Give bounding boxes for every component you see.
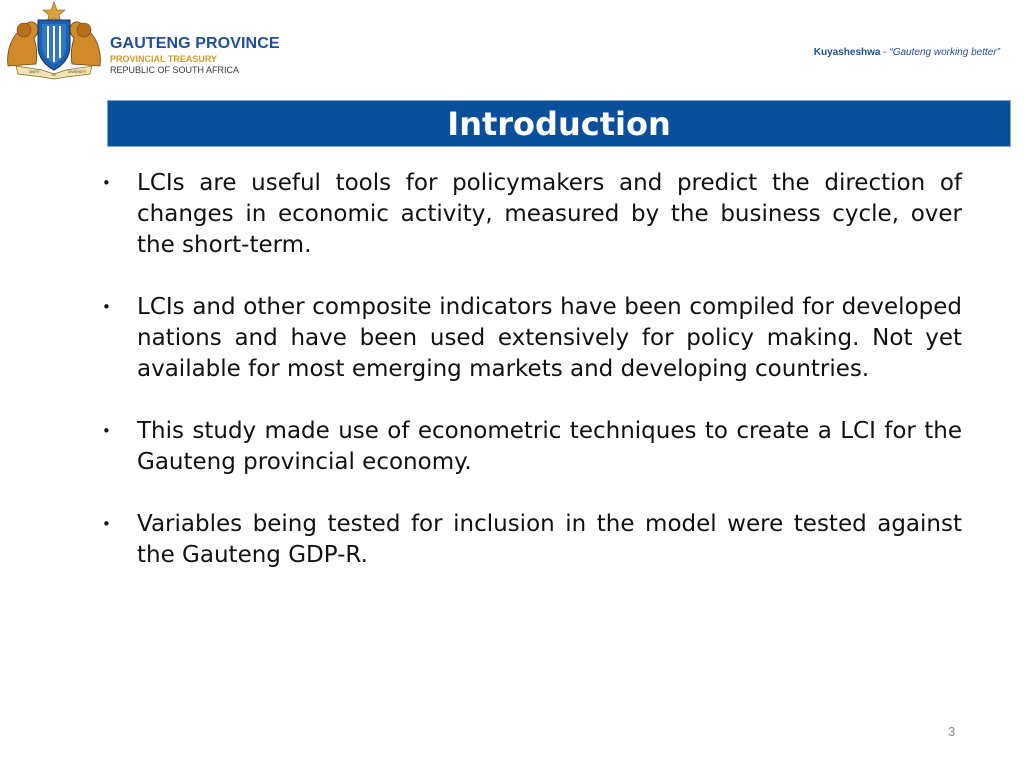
- org-header: [110, 34, 280, 76]
- coat-motto-right: DIVERSITY: [68, 70, 87, 74]
- org-department: PROVINCIAL TREASURY: [110, 54, 218, 64]
- coat-of-arms-icon: [2, 0, 106, 80]
- org-country: REPUBLIC OF SOUTH AFRICA: [110, 65, 240, 75]
- coat-motto-left: UNITY: [29, 70, 40, 74]
- bullet-item: [100, 416, 962, 478]
- bullet-text: LCIs and other composite indicators have been compiled for developed nations and have been used extensively for policy making. Not yet available for most emerging markets and developing countries.: [137, 294, 962, 382]
- bullet-item: [100, 509, 962, 571]
- page-number: 3: [948, 724, 956, 739]
- org-name: GAUTENG PROVINCE: [110, 35, 280, 52]
- title-bar: [107, 100, 1011, 147]
- bullet-item: [100, 168, 962, 261]
- coat-motto-center: IN: [52, 73, 56, 77]
- bullet-text: This study made use of econometric techniques to create a LCI for the Gauteng provincial economy.: [137, 418, 962, 475]
- tagline: [814, 47, 1000, 58]
- bullet-item: [100, 292, 962, 385]
- slide-title: Introduction: [447, 105, 671, 143]
- bullet-marker: •: [102, 422, 111, 440]
- bullet-marker: •: [102, 298, 111, 316]
- tagline-separator: -: [880, 47, 890, 58]
- bullet-marker: •: [102, 515, 111, 533]
- tagline-motto: “Gauteng working better”: [889, 47, 1000, 58]
- bullet-marker: •: [102, 174, 111, 192]
- bullet-text: Variables being tested for inclusion in the model were tested against the Gauteng GDP-R.: [137, 511, 962, 568]
- bullet-list: [100, 168, 962, 602]
- bullet-text: LCIs are useful tools for policymakers and predict the direction of changes in economic activity, measured by the business cycle, over the short-term.: [137, 170, 962, 258]
- tagline-brand: Kuyasheshwa: [813, 47, 881, 58]
